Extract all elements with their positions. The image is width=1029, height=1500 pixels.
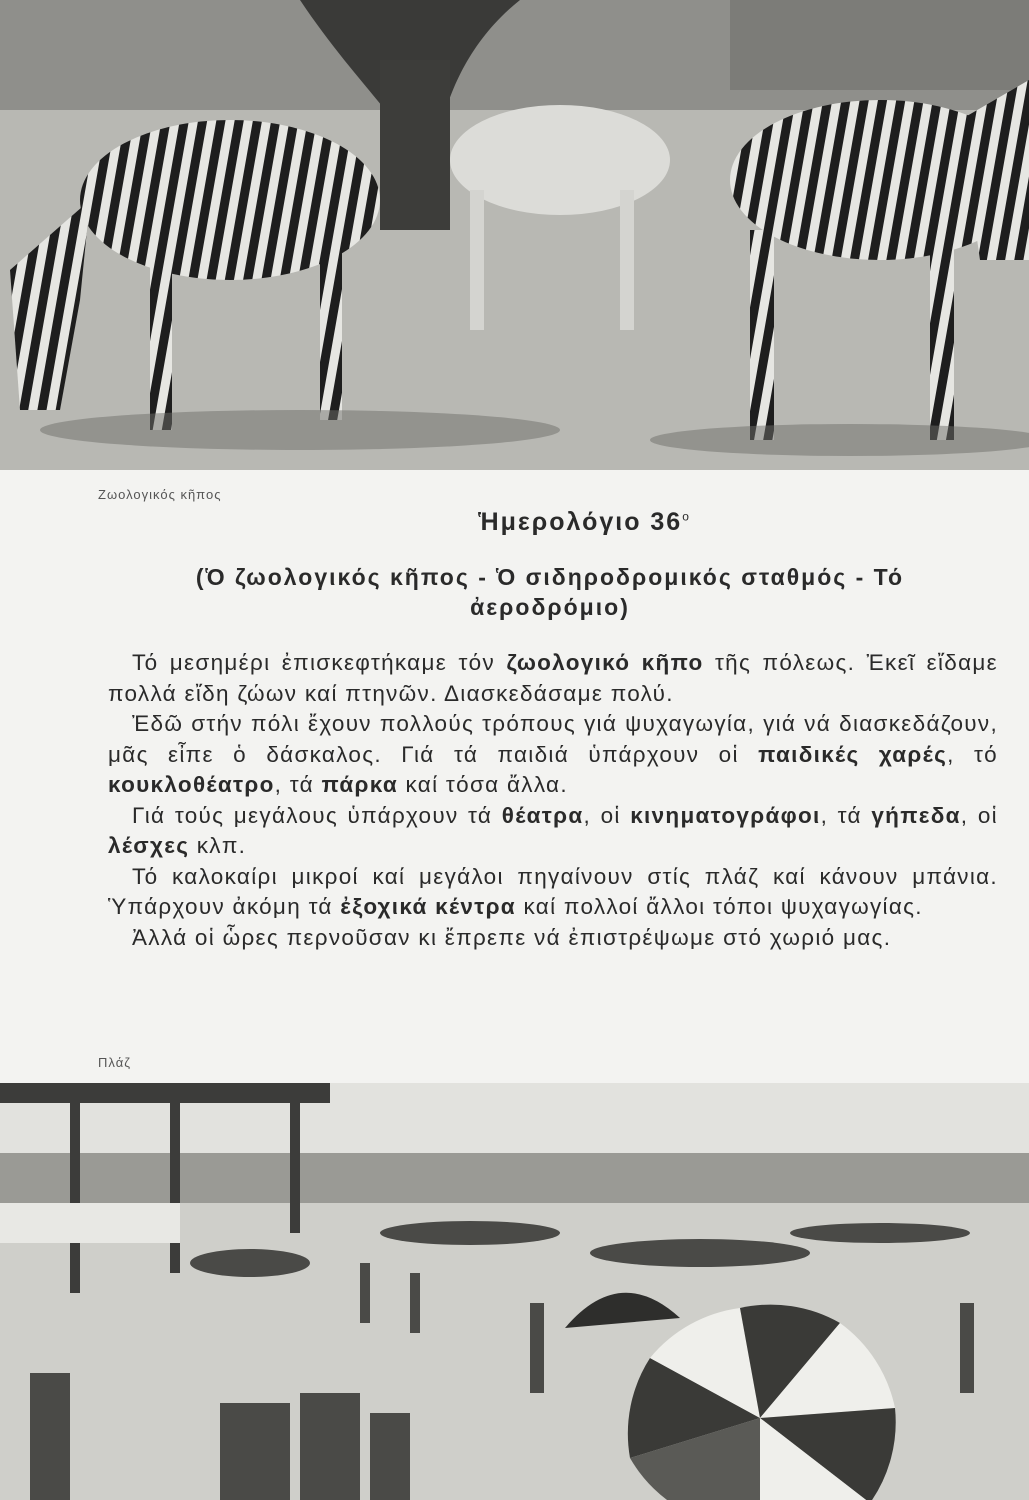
beach-photo-caption: Πλάζ — [98, 1055, 131, 1070]
bold-term: πάρκα — [321, 772, 398, 797]
text-run: Γιά τούς μεγάλους ὑπάρχουν τά — [132, 802, 502, 828]
lesson-paragraph — [108, 862, 998, 923]
bold-term: θέατρα — [501, 802, 584, 828]
lesson-paragraph — [108, 923, 998, 954]
bold-term: ζωολογικό κῆπο — [506, 650, 704, 675]
bold-term: κινηματογράφοι — [630, 802, 821, 828]
text-run: τῆς πόλεως. Ἐκεῖ εἴδαμε πολλά εἴδη ζώων καί πτηνῶν. Διασκεδάσαμε πολύ. — [108, 650, 999, 706]
text-run: , οἱ — [583, 802, 631, 828]
text-run: , τό — [947, 741, 998, 767]
lesson-title-text: Ἡμερολόγιο 36 — [478, 508, 683, 536]
bold-term: ἐξοχικά κέντρα — [340, 894, 516, 919]
text-run: Ἐδῶ στήν πόλι ἔχουν πολλούς τρόπους γιά ψυχαγωγία, γιά νά διασκεδάζουν, μᾶς εἶπε ὁ δάσκαλος. Γιά τά παιδιά ὑπάρχουν οἱ — [108, 711, 998, 767]
text-run: Τό μεσημέρι ἐπισκεφτήκαμε τόν — [132, 650, 507, 675]
text-run: , τά — [820, 802, 872, 828]
lesson-paragraph — [108, 801, 998, 862]
zoo-photo — [0, 0, 1029, 470]
lesson-title-superscript: ο — [682, 509, 691, 524]
lesson-body — [108, 648, 998, 953]
beach-photo — [0, 1083, 1029, 1500]
lesson-paragraph — [108, 648, 998, 709]
lesson-title — [0, 508, 1029, 537]
bold-term: γήπεδα — [871, 802, 961, 828]
text-run: Ἀλλά οἱ ὧρες περνοῦσαν κι ἔπρεπε νά ἐπιστρέψωμε στό χωριό μας. — [132, 924, 892, 950]
lesson-subtitle: (Ὁ ζωολογικός κῆπος - Ὁ σιδηροδρομικός σταθμός - Τό ἀεροδρόμιο) — [195, 564, 905, 620]
bold-term: παιδικές χαρές — [758, 741, 948, 767]
bold-term: λέσχες — [108, 833, 190, 858]
bold-term: κουκλοθέατρο — [108, 772, 275, 797]
text-run: , οἱ — [960, 802, 998, 828]
lesson-paragraph — [108, 709, 998, 801]
zoo-photo-caption: Ζωολογικός κῆπος — [98, 487, 222, 502]
text-run: καί τόσα ἄλλα. — [397, 772, 568, 797]
text-run: καί πολλοί ἄλλοι τόποι ψυχαγωγίας. — [515, 894, 923, 919]
text-run: , τά — [274, 772, 322, 797]
text-run: Τό καλοκαίρι μικροί καί μεγάλοι πηγαίνουν στίς πλάζ καί κάνουν μπάνια. Ὑπάρχουν ἀκόμη τά — [108, 863, 998, 919]
text-run: κλπ. — [189, 833, 247, 858]
